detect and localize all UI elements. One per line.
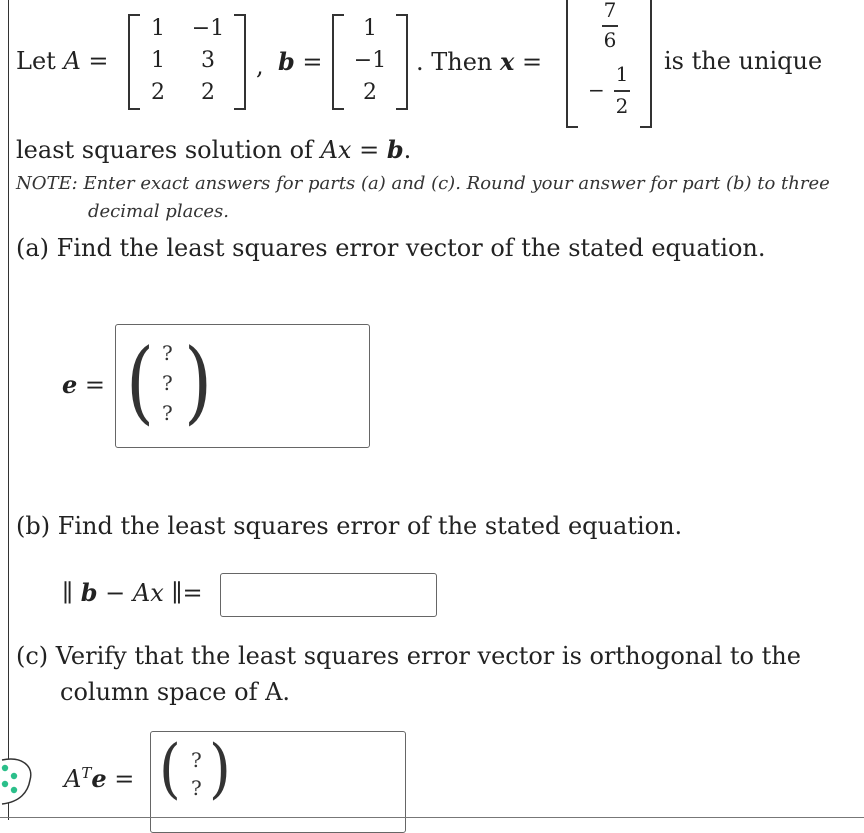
part-c-prompt-line-2: column space of A. xyxy=(60,678,291,706)
note-line-2: decimal places. xyxy=(88,201,229,222)
a-31: 2 xyxy=(151,80,165,105)
vector-x xyxy=(566,0,652,128)
a-22: 3 xyxy=(201,48,215,73)
right-paren: ) xyxy=(209,732,231,807)
vector-b xyxy=(332,14,408,110)
ate1-input[interactable]: ? xyxy=(191,748,202,772)
x1-den: 6 xyxy=(603,28,617,52)
part-a-answer-box[interactable] xyxy=(115,324,370,448)
x1-num: 7 xyxy=(603,0,617,22)
matrix-a xyxy=(128,14,246,110)
ate2-input[interactable]: ? xyxy=(191,776,202,800)
a-21: 1 xyxy=(151,48,165,73)
a-12: −1 xyxy=(191,16,225,41)
e2-input[interactable]: ? xyxy=(162,371,173,395)
b-1: 1 xyxy=(363,16,377,41)
part-a-label: e = xyxy=(62,370,106,399)
e3-input[interactable]: ? xyxy=(162,401,173,425)
x2-den: 2 xyxy=(615,94,629,118)
part-b-prompt: (b) Find the least squares error of the stated equation. xyxy=(16,512,683,540)
b-3: 2 xyxy=(363,80,377,105)
right-paren: ) xyxy=(184,328,213,434)
left-paren: ( xyxy=(159,732,181,807)
cookie-icon[interactable] xyxy=(0,752,40,812)
part-c-prompt-line-1: (c) Verify that the least squares error vector is orthogonal to the xyxy=(16,642,801,670)
then-text: . Then x = xyxy=(416,47,543,76)
b-2: −1 xyxy=(353,48,387,73)
x2-fraction-bar xyxy=(614,90,630,92)
left-paren: ( xyxy=(126,328,155,434)
a-11: 1 xyxy=(151,16,165,41)
bottom-border xyxy=(0,817,864,818)
part-b-label: ∥ b − Ax ∥= xyxy=(62,578,203,607)
part-c-label: $A^Te$ = xyxy=(64,764,135,793)
comma: , xyxy=(256,52,264,80)
part-a-prompt: (a) Find the least squares error vector of the stated equation. xyxy=(16,234,766,262)
x2-num: 1 xyxy=(615,62,629,86)
x2-minus: − xyxy=(588,78,605,102)
a-32: 2 xyxy=(201,80,215,105)
left-border xyxy=(8,0,9,820)
intro-line-2: least squares solution of Ax = b. xyxy=(16,135,412,164)
x1-fraction-bar xyxy=(602,25,618,27)
let-text: Let A = xyxy=(16,47,109,75)
unique-text: is the unique xyxy=(664,47,823,75)
e1-input[interactable]: ? xyxy=(162,341,173,365)
part-b-input[interactable] xyxy=(220,573,437,617)
b-label: b = xyxy=(278,47,323,76)
note-line-1: NOTE: Enter exact answers for parts (a) and (c). Round your answer for part (b) to three xyxy=(16,173,830,194)
